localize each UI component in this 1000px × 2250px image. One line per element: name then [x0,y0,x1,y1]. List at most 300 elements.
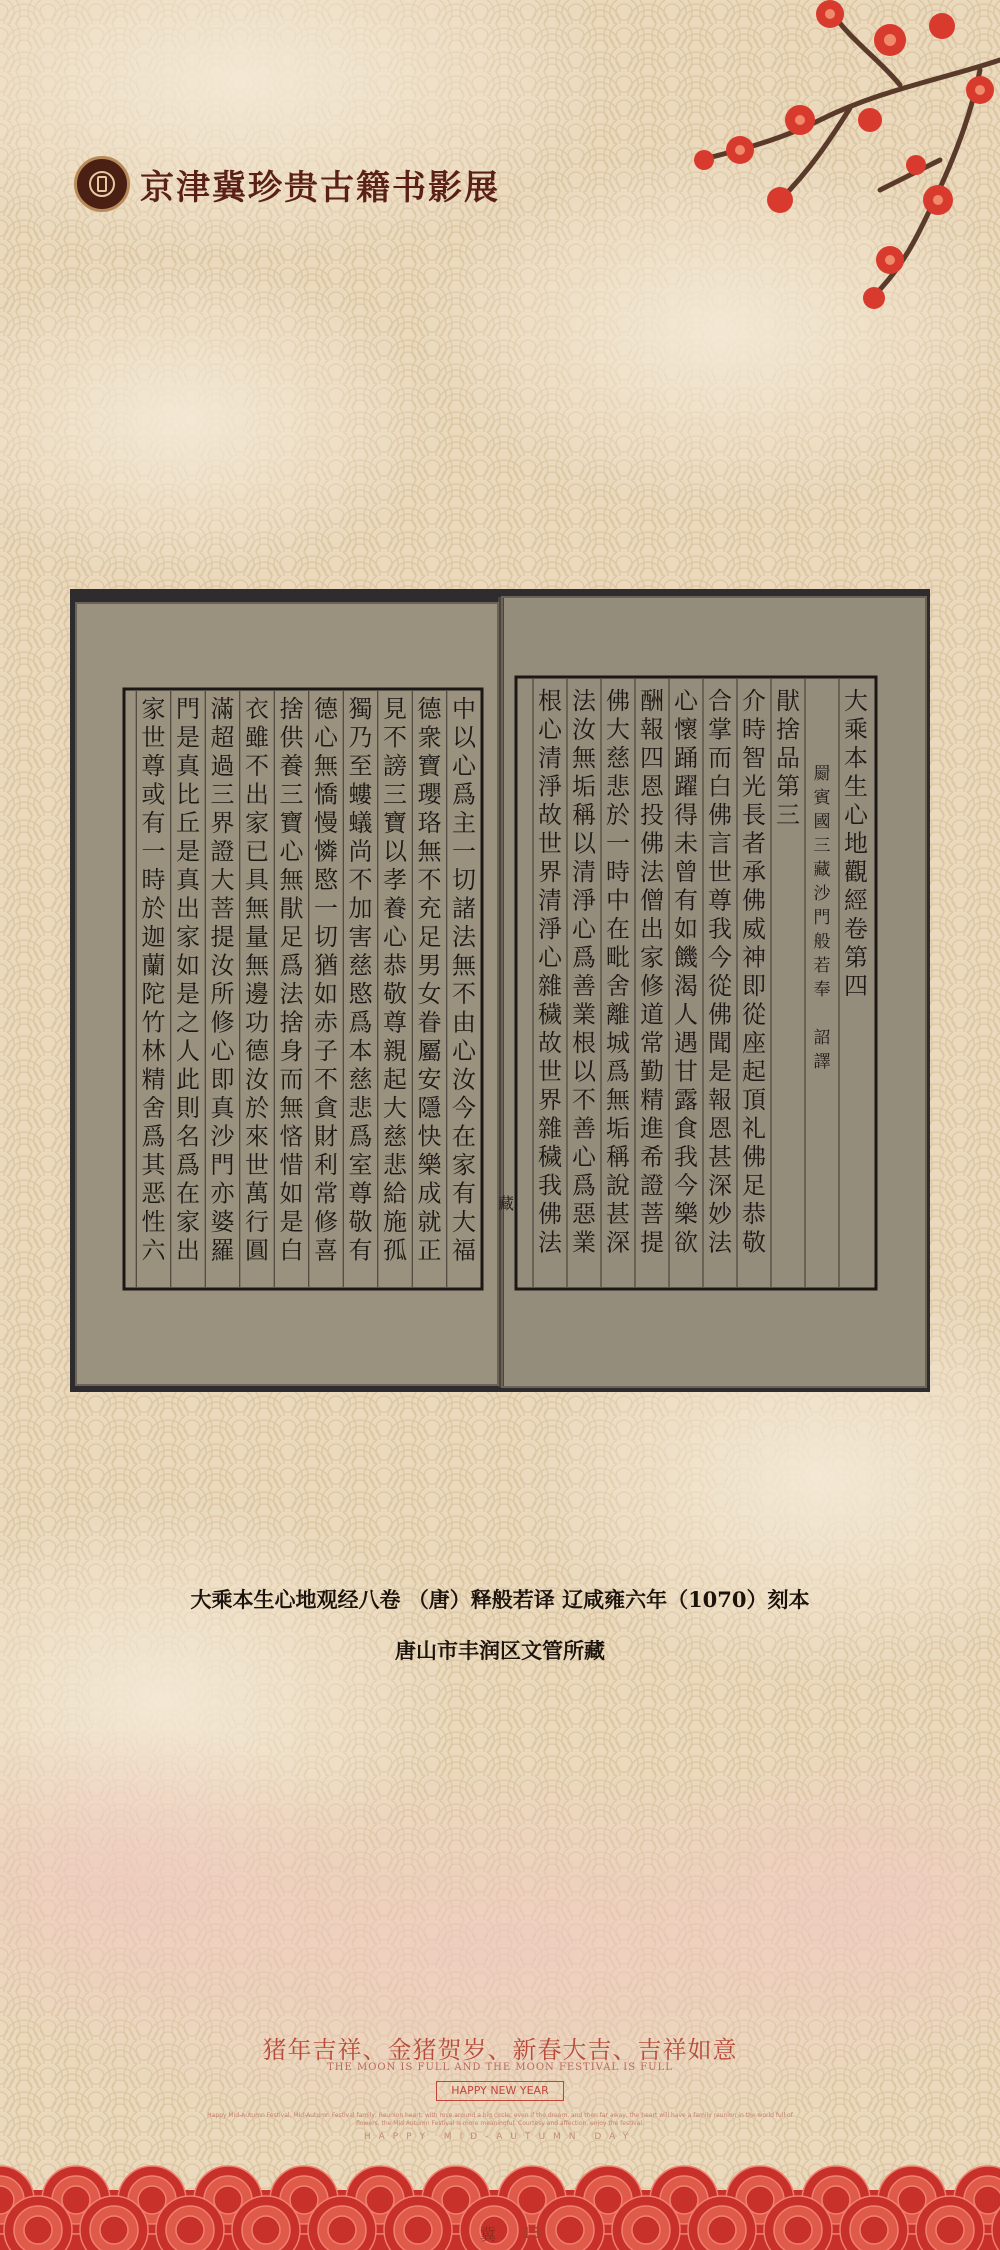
left-page-text-char: 或 [141,780,166,809]
left-page-text-char: 心 [314,723,338,752]
right-page-text-char: 若 [813,956,831,976]
library-seal-logo [74,156,130,212]
left-page-text-char: 福 [452,1236,476,1265]
left-page-text-char: 一 [452,837,476,866]
cloud-scallop [556,2216,584,2244]
right-page-text-char: 食 [674,1114,698,1143]
right-page-text-char: 生 [844,772,868,801]
left-page-text-char: 即 [210,1065,235,1094]
cloud-scallop [936,2216,964,2244]
right-page-text-char: 僧 [640,886,664,915]
right-page-text-char: 心 [572,915,596,943]
left-page-text-char: 養 [279,752,304,780]
left-page-text-char: 家 [141,695,166,723]
left-page-text-char: 精 [141,1065,166,1094]
left-page-text-char: 寶 [383,809,407,837]
right-page-text-char: 饑 [674,943,698,972]
right-page-text-char: 惡 [572,1200,596,1228]
right-page-text-char: 不 [572,1086,596,1114]
right-page-text-char: 佛 [708,801,732,829]
right-page-text-char: 出 [640,915,664,943]
right-page-text-char: 佛 [538,1200,562,1228]
cloud-scallop [632,2216,660,2244]
right-page-text-char: 四 [844,972,868,1000]
left-page-text-char: 尊 [348,1179,373,1208]
right-page-text-char: 尊 [708,886,732,915]
left-page-text-char: 邊 [245,980,269,1008]
right-page-text-char: 頂 [742,1086,766,1114]
right-page-text-char: 一 [606,829,630,858]
right-page-text-char: 心 [844,801,868,829]
right-page-text-char [814,1004,831,1024]
left-page-text-char: 充 [417,894,442,923]
right-page-text-char: 人 [674,1000,698,1029]
right-page-text-char: 爲 [572,943,596,972]
right-page-text-char: 精 [640,1086,664,1114]
right-page-text-char: 四 [640,744,664,772]
right-page-text-char: 我 [674,1143,698,1171]
left-page-text-char: 修 [314,1208,338,1236]
left-page-text-char: 在 [176,1179,200,1208]
left-page-text-char: 無 [279,1094,304,1122]
right-page-text-char: 甚 [606,1200,630,1228]
right-page-text-char: 長 [742,801,766,829]
left-page-text-char: 如 [314,980,338,1008]
left-page-text-char: 汝 [245,1065,269,1094]
right-page-text-char: 承 [742,858,766,886]
right-page-text-char: 無 [606,1086,630,1114]
right-page-text-char: 即 [742,972,766,1000]
left-page-text-char: 汝 [210,951,235,980]
right-page-text-char: 希 [640,1143,664,1171]
left-page-text-char: 獨 [348,695,373,723]
left-page-text-char: 寶 [417,752,442,780]
right-page-text-char: 垢 [606,1114,630,1143]
left-page-text-char: 常 [314,1179,338,1208]
cloud-scallop [404,2216,432,2244]
left-page-text-char: 來 [245,1122,269,1151]
exhibit-header [74,156,500,212]
festival-line: HAPPY MID-AUTUMN DAY [363,2132,637,2142]
right-page-text-char: 乘 [844,715,868,744]
left-page-text-char: 三 [383,780,407,809]
left-page-text-char: 足 [417,923,442,951]
left-page-text-char: 如 [279,1179,304,1208]
left-page-text-char: 出 [245,780,269,809]
left-page-text-char: 快 [417,1122,442,1151]
right-page-text-char: 渴 [674,972,698,1000]
right-page-text-char: 賓 [813,788,831,808]
right-page-text-char: 城 [606,1029,630,1057]
left-page-text-char: 量 [245,923,269,951]
right-page-text-char: 從 [708,972,732,1000]
left-page-text-char: 利 [314,1151,338,1179]
red-cloud-pattern-band [0,2130,1000,2250]
right-page-text-char: 界 [538,858,562,886]
right-page-text-char: 譯 [813,1052,831,1072]
left-page-text-char: 舍 [141,1094,166,1122]
left-page-text-char: 慈 [348,1065,373,1094]
left-page-text-char: 起 [383,1065,407,1094]
right-page-text-char: 淨 [538,772,562,801]
left-page-text-char: 屬 [417,1037,442,1065]
right-page-text-char: 故 [538,1029,562,1057]
right-page-text-char: 時 [606,858,630,886]
right-page-text-char: 遇 [674,1029,698,1057]
left-page-text-char: 恭 [383,951,407,980]
ancient-book-photo [70,589,930,1392]
left-page-text-char: 不 [245,752,269,780]
right-page-text-char: 奉 [813,980,831,1000]
right-page-text-char: 時 [742,715,766,744]
right-page-text-char: 清 [572,858,596,886]
book-caption-collection: 唐山市丰润区文管所藏 [395,1638,605,1663]
right-page-text-char: 故 [538,801,562,829]
right-page-text-char: 業 [572,1000,596,1029]
right-page-text-char: 法 [572,687,596,715]
left-page-text-char: 行 [245,1208,269,1236]
right-page-text-char: 佛 [606,687,630,715]
right-page-text-char: 清 [538,744,562,772]
left-page-text-char: 悲 [348,1094,373,1122]
left-page-text-char: 主 [452,809,476,837]
right-page-text-char: 恩 [708,1114,732,1143]
left-page-text-char: 萬 [245,1179,269,1208]
left-page-text-char: 功 [245,1008,269,1037]
right-page-text-char: 穢 [538,1143,562,1171]
right-page-text-char: 心 [538,943,562,972]
left-page-text-char: 滿 [210,695,235,723]
right-page-text-char: 如 [674,915,698,943]
left-page-text-char: 是 [279,1208,304,1236]
left-page-text-char: 施 [383,1208,407,1236]
left-page-text-char: 大 [452,1208,476,1236]
right-page-text-char: 舍 [606,972,630,1000]
left-page-text-char: 親 [383,1037,407,1065]
cloud-scallop [24,2216,52,2244]
left-page-text-char: 捨 [279,1008,304,1037]
left-page-text-char: 室 [348,1151,373,1179]
left-page-text-char: 世 [141,723,166,752]
left-page-text-char: 此 [176,1065,200,1094]
left-page-text-char: 孝 [383,866,407,894]
left-page-text-char: 心 [279,837,304,866]
right-page-text-char: 第 [776,772,800,801]
right-page-text-char: 智 [742,744,766,772]
right-page-text-char: 白 [708,772,732,801]
left-page-text-char: 其 [141,1151,166,1179]
right-page-text-char: 卷 [844,915,868,943]
left-page-text-char: 婆 [210,1208,235,1236]
right-page-text-char: 起 [742,1057,766,1086]
new-year-slogan: 猪年吉祥、金猪贺岁、新春大吉、吉祥如意 [262,2036,738,2064]
right-page-text-char: 雜 [538,1114,562,1143]
right-page-text-char: 深 [606,1228,630,1257]
left-page-text-char: 亦 [210,1179,235,1208]
left-page-text-char: 於 [245,1094,269,1122]
right-page-text-char: 業 [572,1228,596,1257]
right-page-text-char: 懷 [674,715,698,744]
right-page-text-char: 欲 [674,1228,698,1257]
left-page-text-char: 加 [348,894,373,923]
left-page-text-char: 有 [141,809,166,837]
left-page-text-char: 養 [383,894,407,923]
left-page-text-char: 性 [141,1208,166,1236]
left-page-text-char: 切 [452,866,476,894]
left-page-text-char: 慈 [348,951,373,980]
left-page-text-char: 圓 [245,1236,269,1265]
right-page-text-char: 界 [538,1086,562,1114]
left-page-text-char: 以 [452,723,476,752]
right-page-text-char: 藏 [813,860,831,880]
right-page-text-char: 中 [606,886,630,915]
right-page-text-char: 清 [538,886,562,915]
right-page-text-char: 地 [844,829,868,858]
left-page-text-char: 法 [452,923,476,951]
left-page-text-char: 以 [383,837,407,866]
left-page-text-char: 心 [383,923,407,951]
left-page-text-char: 大 [383,1094,407,1122]
left-page-text-char: 至 [348,752,373,780]
left-page-text-char: 尊 [383,1008,407,1037]
right-page-text-char: 合 [708,687,732,715]
left-page-text-char: 竹 [141,1008,166,1037]
right-page-text-char: 足 [742,1171,766,1200]
left-page-text-char: 心 [210,1037,235,1065]
left-page-text-char: 見 [383,695,407,723]
left-page-text-char: 慢 [314,809,338,837]
right-page-text-char: 甚 [708,1143,732,1171]
left-page-text-char: 無 [452,951,476,980]
left-page-text-char: 界 [210,809,235,837]
right-page-text-char: 礼 [742,1114,766,1143]
left-page-text-char: 名 [176,1122,200,1151]
left-page-text-char: 貪 [314,1094,338,1122]
left-page-text-char: 無 [279,866,304,894]
right-page-text-char: 般 [813,932,831,952]
left-page-text-char: 則 [176,1094,200,1122]
right-page-text-char: 聞 [708,1029,732,1057]
right-page-text-char: 妙 [708,1200,732,1228]
right-page-text-char: 掌 [708,715,732,744]
left-page-text-char: 家 [176,1208,200,1236]
right-page-text-char: 說 [606,1171,630,1200]
right-page-text-char: 躍 [674,772,698,801]
left-page-text-char: 就 [417,1208,442,1236]
left-page-text-char: 尊 [141,752,166,780]
right-page-text-char: 觀 [844,858,868,886]
left-page-text-char: 一 [141,837,166,866]
left-page-text-char: 猒 [279,894,304,923]
fine-print: Happy Mid-Autumn Festival, Mid-Autumn Festival family, Reunion heart, with rose around a big circle, even if the dream, and then far away, the heart will have a family reunion in the world full of flowers, the Mid Autumn Festival is more meaningful. Courtesy and affection, enjoy the festival. [207,2112,793,2127]
left-page-text-char: 子 [314,1037,338,1065]
left-page-text-char: 德 [417,695,442,723]
right-page-text-char: 心 [674,687,698,715]
left-page-text-char: 出 [176,894,200,923]
left-page-text-char: 丘 [176,809,200,837]
right-page-text-char: 我 [538,1171,562,1200]
right-page-text-char: 心 [572,1143,596,1171]
right-page-text-char: 介 [742,687,766,715]
left-page-text-char: 猶 [314,951,338,980]
left-page-text-char: 諸 [452,894,476,923]
left-page-text-char: 所 [210,980,235,1008]
left-page-text-char: 之 [176,1008,200,1037]
right-page-text-char: 從 [742,1000,766,1029]
right-page-text-char: 威 [742,915,766,943]
left-page-text-char: 害 [348,923,373,951]
left-page-text-char: 家 [452,1151,476,1179]
left-page-text-char: 中 [452,695,476,723]
left-page-text-char: 是 [176,980,200,1008]
left-page-text-char: 心 [452,1037,476,1065]
left-page-text-char: 白 [279,1236,304,1265]
left-page-text-char: 出 [176,1236,200,1265]
left-page-text-char: 是 [176,837,200,866]
right-page-text-char: 汝 [572,715,596,744]
cloud-scallop [100,2216,128,2244]
left-page-text-char: 羅 [210,1236,235,1265]
right-page-text-char: 捨 [776,715,800,744]
left-page-text-char: 有 [348,1236,373,1265]
right-page-text-char: 世 [538,1057,562,1086]
right-page-text-char: 光 [742,772,766,801]
left-page-text-char: 時 [141,866,166,894]
right-page-text-char: 投 [640,801,664,829]
right-page-text-char: 在 [606,915,630,943]
right-page-text-char: 無 [572,744,596,772]
right-page-text-char: 恭 [742,1200,766,1228]
left-page-text-char: 爲 [348,1008,373,1037]
right-page-text-char: 以 [572,1057,596,1086]
right-page-text-char: 猒 [776,687,800,715]
right-page-text-char: 樂 [674,1200,698,1228]
right-page-text-char: 家 [640,943,664,972]
left-page-text-char: 憐 [314,837,338,866]
right-page-text-char: 第 [844,943,868,972]
left-page-text-char: 真 [176,752,200,780]
left-page-text-char: 惜 [279,1151,304,1179]
left-page-text-char: 具 [245,866,269,894]
left-page-text-char: 安 [417,1065,442,1094]
left-page-text-char: 一 [314,894,338,923]
left-page-text-char: 提 [210,923,235,951]
left-page-text-char: 無 [417,837,442,866]
left-page-text-char: 螻 [348,780,373,809]
right-page-text-char: 佛 [640,829,664,858]
left-page-text-char: 已 [245,837,269,866]
left-page-text-char: 三 [279,780,304,809]
left-page-text-char: 爲 [279,951,304,980]
right-page-text-char: 慈 [606,744,630,772]
right-page-text-char: 報 [708,1086,732,1114]
right-page-text-char: 佛 [742,1143,766,1171]
left-page-text-char: 大 [210,866,235,894]
right-page-text-char: 大 [844,687,868,715]
left-page-text-char: 比 [176,780,200,809]
right-page-text-char: 三 [776,801,800,829]
right-page-text-char: 法 [708,1228,732,1257]
left-page-text-char: 不 [383,723,407,752]
right-page-text-char: 悲 [606,772,630,801]
left-page-text-char: 眷 [417,1008,442,1037]
left-page-text-char: 衣 [245,695,269,723]
left-page-text-char: 樂 [417,1151,442,1179]
left-page-text-char: 不 [417,866,442,894]
right-page-text-char: 經 [844,886,868,915]
left-page-text-char: 給 [383,1179,407,1208]
right-page-text-char: 進 [640,1114,664,1143]
left-page-text-char: 是 [176,723,200,752]
left-page-text-char: 珞 [417,809,442,837]
left-page-text-char: 菩 [210,894,235,923]
left-page-text-char: 迦 [141,923,166,951]
left-page-text-char: 正 [417,1236,442,1265]
right-page-text-char: 詔 [813,1028,831,1048]
left-page-text-char: 修 [210,1008,235,1037]
left-page-text-char: 爲 [141,1122,166,1151]
right-page-text-char: 世 [538,829,562,858]
right-page-text-char: 佛 [708,1000,732,1029]
center-mark: 藏 [497,1194,515,1213]
cloud-scallop [176,2216,204,2244]
right-page-text-char: 今 [674,1171,698,1200]
left-page-text-char: 身 [279,1037,304,1065]
left-page-text-char: 不 [314,1065,338,1094]
right-page-text-char: 得 [674,801,698,829]
right-page-text-char: 今 [708,943,732,972]
left-page-text-char: 汝 [452,1065,476,1094]
right-page-text-char: 根 [572,1029,596,1057]
book-caption-title: 大乘本生心地观经八卷 （唐）释般若译 辽咸雍六年（1070）刻本 [190,1587,810,1612]
right-page-text-char: 言 [708,829,732,858]
right-page-text-char: 品 [776,744,800,772]
left-page-text-char: 敬 [348,1208,373,1236]
right-page-text-char: 甘 [674,1057,698,1086]
left-page-text-char: 人 [176,1037,200,1065]
cloud-scallop [328,2216,356,2244]
left-page-text-char: 無 [245,894,269,923]
left-page-text-char: 悲 [383,1151,407,1179]
right-page-text-char: 爲 [606,1057,630,1086]
right-page-text-char: 勤 [640,1057,664,1086]
left-page-text-char: 寶 [279,809,304,837]
right-page-text-char: 曾 [674,858,698,886]
right-page-text-char: 常 [640,1029,664,1057]
left-page-text-char: 德 [314,695,338,723]
left-page-text-char: 供 [279,723,304,752]
right-page-text-char: 於 [606,801,630,829]
left-page-text-char: 於 [141,894,166,923]
left-page-text-char: 成 [417,1179,442,1208]
left-page-text-char: 敬 [383,980,407,1008]
left-page-text-char: 爲 [452,780,476,809]
left-page-text-char: 爲 [348,1122,373,1151]
cloud-scallop [860,2216,888,2244]
right-page-text-char: 淨 [538,915,562,943]
right-page-text-char: 法 [640,858,664,886]
left-page-text-char: 有 [452,1179,476,1208]
left-page-text-char: 無 [314,752,338,780]
right-page-text-char: 修 [640,972,664,1000]
cloud-scallop [708,2216,736,2244]
left-page-text-char: 世 [245,1151,269,1179]
left-page-text-char: 門 [176,695,200,723]
right-page-text-char: 稱 [572,801,596,829]
left-page-text-char: 在 [452,1122,476,1151]
left-page-text-char: 孤 [383,1236,407,1265]
right-page-text-char: 離 [606,1000,630,1029]
